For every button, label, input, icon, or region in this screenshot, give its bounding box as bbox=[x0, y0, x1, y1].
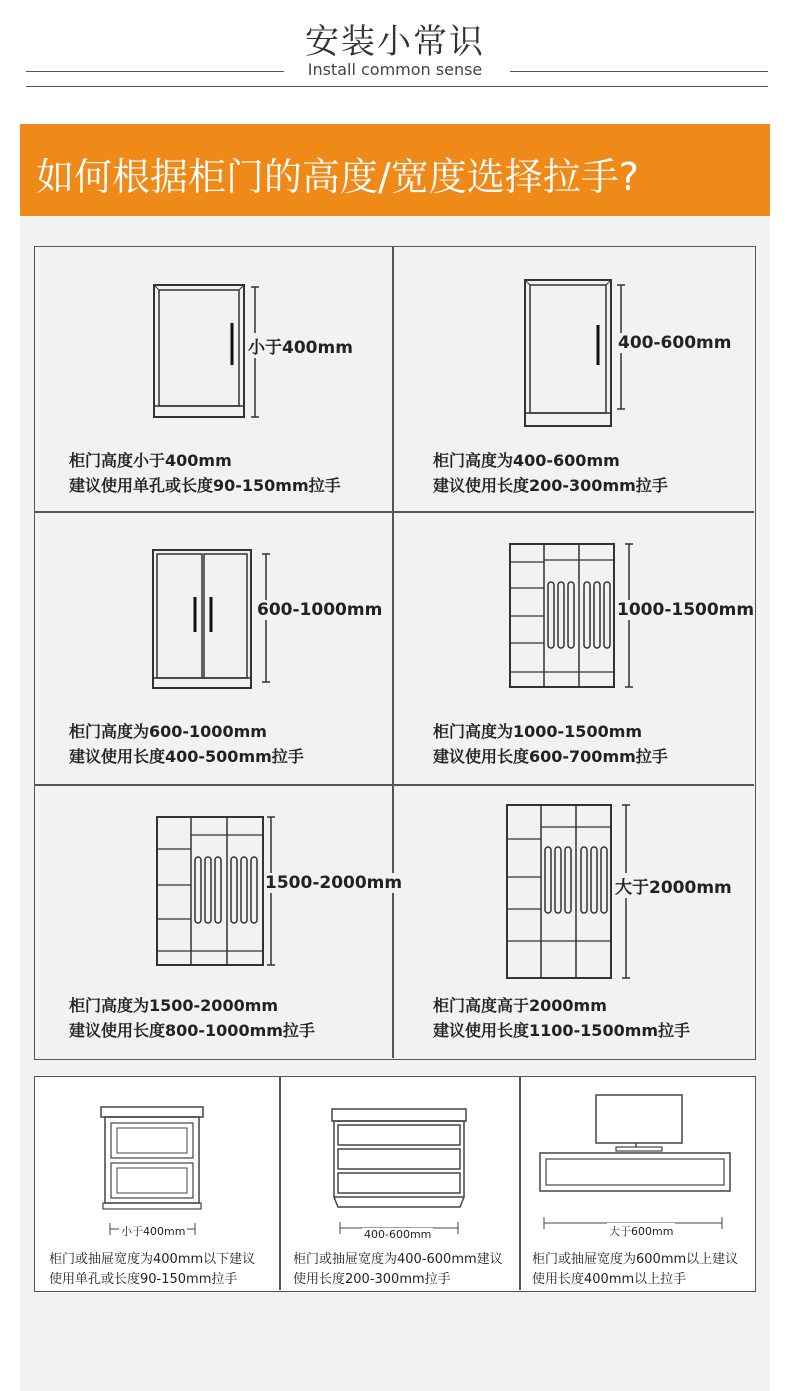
caption-line-2: 使用单孔或长度90-150mm拉手 bbox=[49, 1272, 238, 1287]
caption-line-2: 使用长度400mm以上拉手 bbox=[532, 1272, 687, 1287]
caption-line-1: 柜门或抽屉宽度为400-600mm建议 bbox=[293, 1252, 503, 1267]
door-cell-6 bbox=[393, 785, 754, 1058]
dimension-label: 1500-2000mm bbox=[265, 873, 403, 893]
door-cell-4 bbox=[393, 512, 754, 784]
dimension-label: 1000-1500mm bbox=[617, 600, 755, 620]
banner-title: 如何根据柜门的高度/宽度选择拉手? bbox=[36, 155, 639, 199]
header-rule-bottom bbox=[26, 86, 768, 87]
caption-line-2: 建议使用长度400-500mm拉手 bbox=[69, 747, 304, 766]
caption-line-1: 柜门高度为1000-1500mm bbox=[433, 722, 643, 741]
caption-line-2: 建议使用长度600-700mm拉手 bbox=[433, 747, 668, 766]
header-subtitle: Install common sense bbox=[307, 60, 483, 79]
caption-line-2: 建议使用长度1100-1500mm拉手 bbox=[433, 1021, 691, 1040]
caption-line-2: 使用长度200-300mm拉手 bbox=[293, 1272, 451, 1287]
caption-line-1: 柜门高度小于400mm bbox=[69, 451, 232, 470]
dimension-label: 小于400mm bbox=[248, 333, 353, 358]
section-banner bbox=[20, 124, 770, 216]
dimension-label: 600-1000mm bbox=[257, 600, 383, 620]
caption-line-1: 柜门高度为1500-2000mm bbox=[69, 996, 279, 1015]
door-cell-3 bbox=[35, 512, 392, 784]
drawer-cell-3 bbox=[520, 1077, 754, 1290]
dimension-label: 400-600mm bbox=[618, 333, 732, 353]
page-header bbox=[0, 0, 790, 110]
dimension-label: 大于600mm bbox=[609, 1225, 674, 1238]
caption-line-1: 柜门高度为400-600mm bbox=[433, 451, 620, 470]
dimension-label: 400-600mm bbox=[364, 1228, 432, 1241]
door-cell-5 bbox=[35, 785, 403, 1058]
drawer-width-row bbox=[34, 1076, 756, 1292]
caption-line-2: 建议使用单孔或长度90-150mm拉手 bbox=[69, 476, 341, 495]
dimension-label: 小于400mm bbox=[121, 1225, 186, 1238]
caption-line-1: 柜门高度高于2000mm bbox=[433, 996, 607, 1015]
header-title: 安装小常识 bbox=[305, 22, 485, 62]
drawer-cell-2 bbox=[280, 1077, 519, 1290]
dimension-label: 大于2000mm bbox=[615, 873, 732, 898]
drawer-cell-1 bbox=[35, 1077, 279, 1290]
caption-line-2: 建议使用长度200-300mm拉手 bbox=[433, 476, 668, 495]
caption-line-2: 建议使用长度800-1000mm拉手 bbox=[69, 1021, 315, 1040]
door-cell-2 bbox=[393, 247, 754, 511]
caption-line-1: 柜门高度为600-1000mm bbox=[69, 722, 267, 741]
door-height-grid bbox=[34, 246, 756, 1060]
door-cell-1 bbox=[35, 247, 392, 511]
caption-line-1: 柜门或抽屉宽度为400mm以下建议 bbox=[49, 1252, 256, 1267]
caption-line-1: 柜门或抽屉宽度为600mm以上建议 bbox=[532, 1252, 739, 1267]
